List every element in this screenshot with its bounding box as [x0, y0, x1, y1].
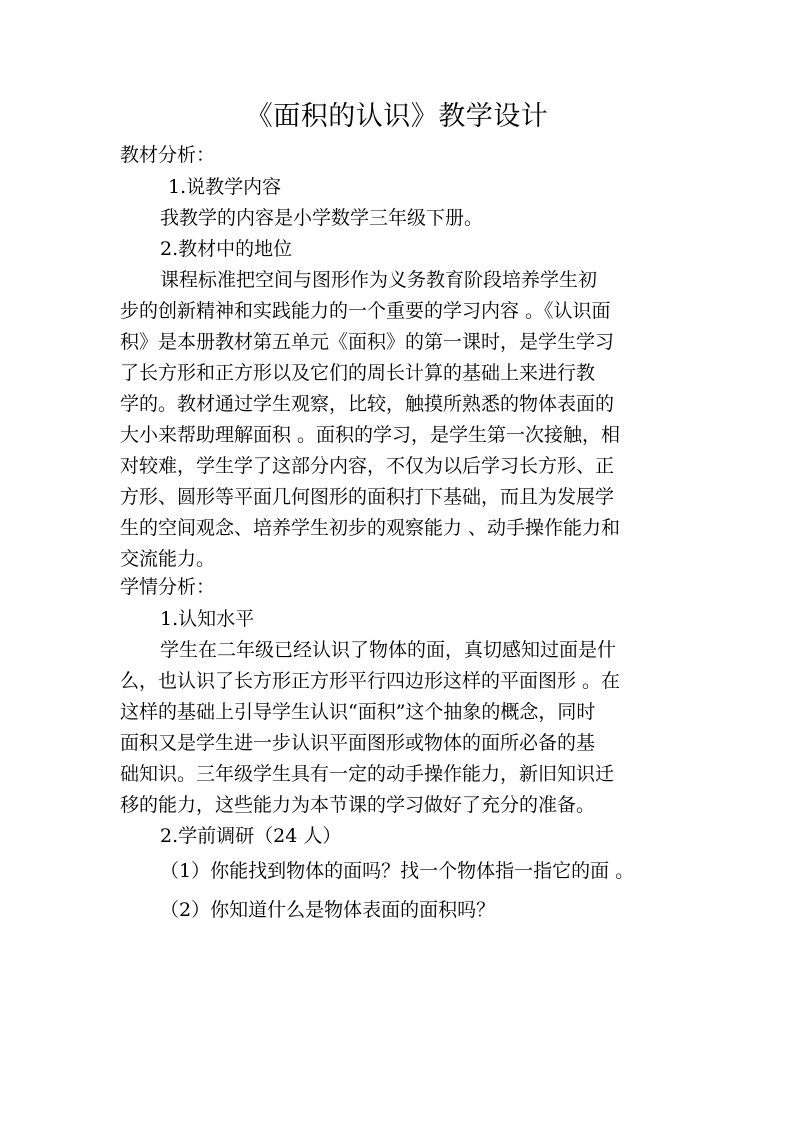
paragraph-line: 大小来帮助理解面积 。面积的学习，是学生第一次接触，相 [120, 424, 621, 446]
paragraph-line: 方形、圆形等平面几何图形的面积打下基础，而且为发展学 [120, 486, 615, 508]
paragraph-line: 这样的基础上引导学生认识“面积”这个抽象的概念，同时 [120, 701, 596, 723]
paragraph-line: 对较难，学生学了这部分内容，不仅为以后学习长方形、正 [120, 455, 615, 477]
paragraph-line: 生的空间观念、培养学生初步的观察能力 、动手操作能力和 [120, 517, 621, 539]
paragraph-line: 学生在二年级已经认识了物体的面，真切感知过面是什 [160, 639, 617, 661]
section-heading-textbook-analysis: 教材分析： [120, 144, 216, 166]
paragraph-line: 积》是本册教材第五单元《面积》的第一课时，是学生学习 [120, 331, 615, 353]
paragraph-line: 我教学的内容是小学数学三年级下册。 [160, 207, 484, 229]
document-title: 《面积的认识》教学设计 [245, 101, 549, 132]
section-heading-student-analysis: 学情分析： [120, 576, 216, 598]
paragraph-line: 2.学前调研（24 人） [160, 825, 342, 847]
survey-question: （1）你能找到物体的面吗？找一个物体指一指它的面 。 [160, 860, 635, 882]
paragraph-line: 1.认知水平 [160, 608, 255, 630]
paragraph-line: 面积又是学生进一步认识平面图形或物体的面所必备的基 [120, 732, 596, 754]
paragraph-line: 课程标准把空间与图形作为义务教育阶段培养学生初 [160, 269, 598, 291]
paragraph-line: 2.教材中的地位 [160, 238, 293, 260]
paragraph-line: 么，也认识了长方形正方形平行四边形这样的平面图形 。在 [120, 670, 621, 692]
paragraph-line: 1.说教学内容 [168, 176, 282, 198]
paragraph-line: 步的创新精神和实践能力的一个重要的学习内容 。《认识面 [120, 300, 611, 322]
paragraph-line: 移的能力，这些能力为本节课的学习做好了充分的准备。 [120, 794, 596, 816]
paragraph-line: 交流能力。 [120, 548, 216, 570]
paragraph-line: 了长方形和正方形以及它们的周长计算的基础上来进行教 [120, 362, 596, 384]
paragraph-line: 学的。教材通过学生观察，比较，触摸所熟悉的物体表面的 [120, 393, 615, 415]
survey-question: （2）你知道什么是物体表面的面积吗？ [160, 899, 496, 921]
paragraph-line: 础知识。三年级学生具有一定的动手操作能力，新旧知识迁 [120, 763, 615, 785]
